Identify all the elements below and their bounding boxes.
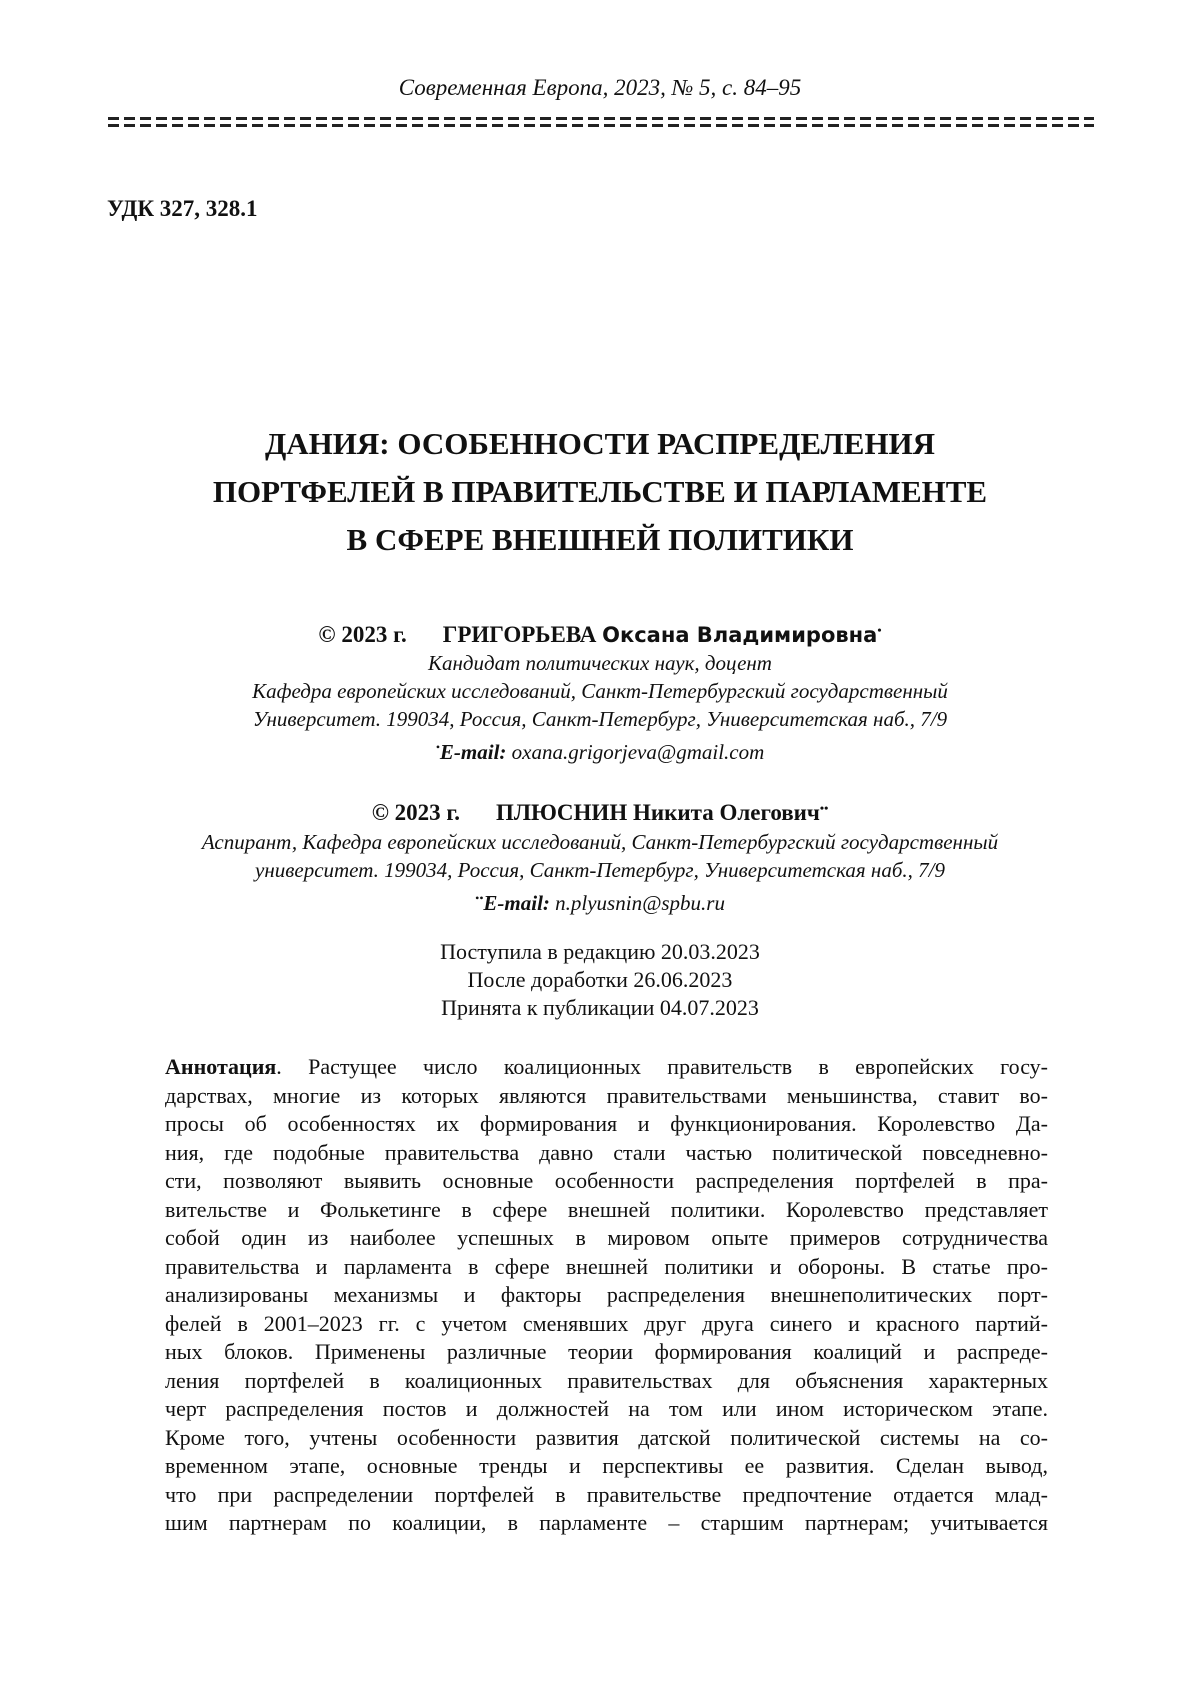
abstract-line: правительства и парламента в сфере внешней политики и обороны. В статье про-	[165, 1253, 1048, 1279]
affiliation-line: университет. 199034, Россия, Санкт-Петербург, Университетская наб., 7/9	[255, 858, 945, 882]
abstract-line: ния, где подобные правительства давно стали частью политической повседневно-	[165, 1139, 1048, 1165]
email-label: E-mail:	[439, 740, 507, 764]
author-1-surname: ГРИГОРЬЕВА	[442, 622, 597, 647]
date-accepted: Принята к публикации 04.07.2023	[441, 995, 759, 1020]
abstract-line: что при распределении портфелей в правительстве предпочтение отдается млад-	[165, 1481, 1048, 1507]
abstract-line: просы об особенностях их формирования и функционирования. Королевство Да-	[165, 1111, 1048, 1136]
author-2-mark: ••	[819, 801, 829, 815]
abstract-line: черт распределения постов и должностей на том или ином историческом этапе.	[165, 1396, 1048, 1421]
author-1-email-mark: •	[435, 740, 440, 754]
author-1-mark: •	[877, 623, 882, 637]
date-received: Поступила в редакцию 20.03.2023	[440, 939, 760, 964]
author-2-line	[0, 801, 1200, 824]
affiliation-line: Университет. 199034, Россия, Санкт-Петербург, Университетская наб., 7/9	[252, 707, 948, 731]
date-revised: После доработки 26.06.2023	[467, 967, 733, 992]
title-line: ДАНИЯ: ОСОБЕННОСТИ РАСПРЕДЕЛЕНИЯ	[264, 426, 936, 461]
abstract-line: сти, позволяют выявить основные особенности распределения портфелей в пра-	[165, 1168, 1048, 1193]
author-1-affiliation	[0, 649, 1200, 766]
affiliation-line: Кафедра европейских исследований, Санкт-Петербургский государственный	[252, 679, 948, 703]
abstract-line: собой один из наиболее успешных в мировом опыте примеров сотрудничества	[165, 1225, 1048, 1250]
abstract-line: фелей в 2001–2023 гг. с учетом сменявших друг друга синего и красного партий-	[165, 1310, 1048, 1336]
title-line: В СФЕРЕ ВНЕШНЕЙ ПОЛИТИКИ	[346, 522, 854, 557]
abstract-line: вительстве и Фолькетинге в сфере внешней политики. Королевство представляет	[165, 1196, 1048, 1222]
author-1-given-name: Оксана Владимировна	[602, 623, 878, 647]
author-2-surname: ПЛЮСНИН	[496, 800, 628, 825]
abstract-line: шим партнерам по коалиции, в парламенте – старшим партнерам; учитывается	[165, 1510, 1048, 1535]
affiliation-line: Аспирант, Кафедра европейских исследований, Санкт-Петербургский государственный	[201, 830, 999, 854]
abstract-line	[165, 1053, 1048, 1082]
abstract-line: ления портфелей в коалиционных правительствах для объяснения характерных	[165, 1367, 1048, 1393]
abstract	[165, 1053, 1048, 1538]
abstract-line: Кроме того, учтены особенности развития датской политической системы на со-	[165, 1424, 1048, 1450]
abstract-line: временном этапе, основные тренды и перспективы ее развития. Сделан вывод,	[165, 1453, 1048, 1478]
article-title	[0, 420, 1200, 564]
abstract-line: анализированы механизмы и факторы распределения внешнеполитических порт-	[165, 1282, 1048, 1307]
author-1-year: © 2023 г.	[318, 622, 407, 647]
header-rule-top	[108, 117, 1094, 120]
author-2-email-mark: ••	[475, 891, 484, 905]
abstract-label: Аннотация	[165, 1054, 277, 1079]
author-1-email[interactable]: oxana.grigorjeva@gmail.com	[511, 740, 765, 764]
author-2-year: © 2023 г.	[371, 800, 460, 825]
author-1-line	[0, 623, 1200, 646]
abstract-line-text: . Растущее число коалиционных правительств в европейских госу-	[276, 1054, 1048, 1079]
author-2-email-line	[0, 884, 1200, 917]
udk-code: УДК 327, 328.1	[107, 196, 258, 221]
author-1-email-line	[0, 733, 1200, 766]
author-2-affiliation	[0, 828, 1200, 917]
email-label: E-mail:	[483, 891, 550, 915]
affiliation-line: Кандидат политических наук, доцент	[428, 651, 772, 675]
submission-dates	[0, 938, 1200, 1022]
author-2-email[interactable]: n.plyusnin@spbu.ru	[555, 891, 725, 915]
abstract-line: ных блоков. Применены различные теории формирования коалиций и распреде-	[165, 1339, 1048, 1364]
journal-citation: Современная Европа, 2023, № 5, с. 84–95	[398, 75, 802, 100]
abstract-line: дарствах, многие из которых являются правительствами меньшинства, ставит во-	[165, 1082, 1048, 1108]
author-2-given-name: Никита Олегович	[632, 800, 820, 825]
title-line: ПОРТФЕЛЕЙ В ПРАВИТЕЛЬСТВЕ И ПАРЛАМЕНТЕ	[212, 474, 988, 509]
header-rule-bottom	[108, 124, 1094, 127]
